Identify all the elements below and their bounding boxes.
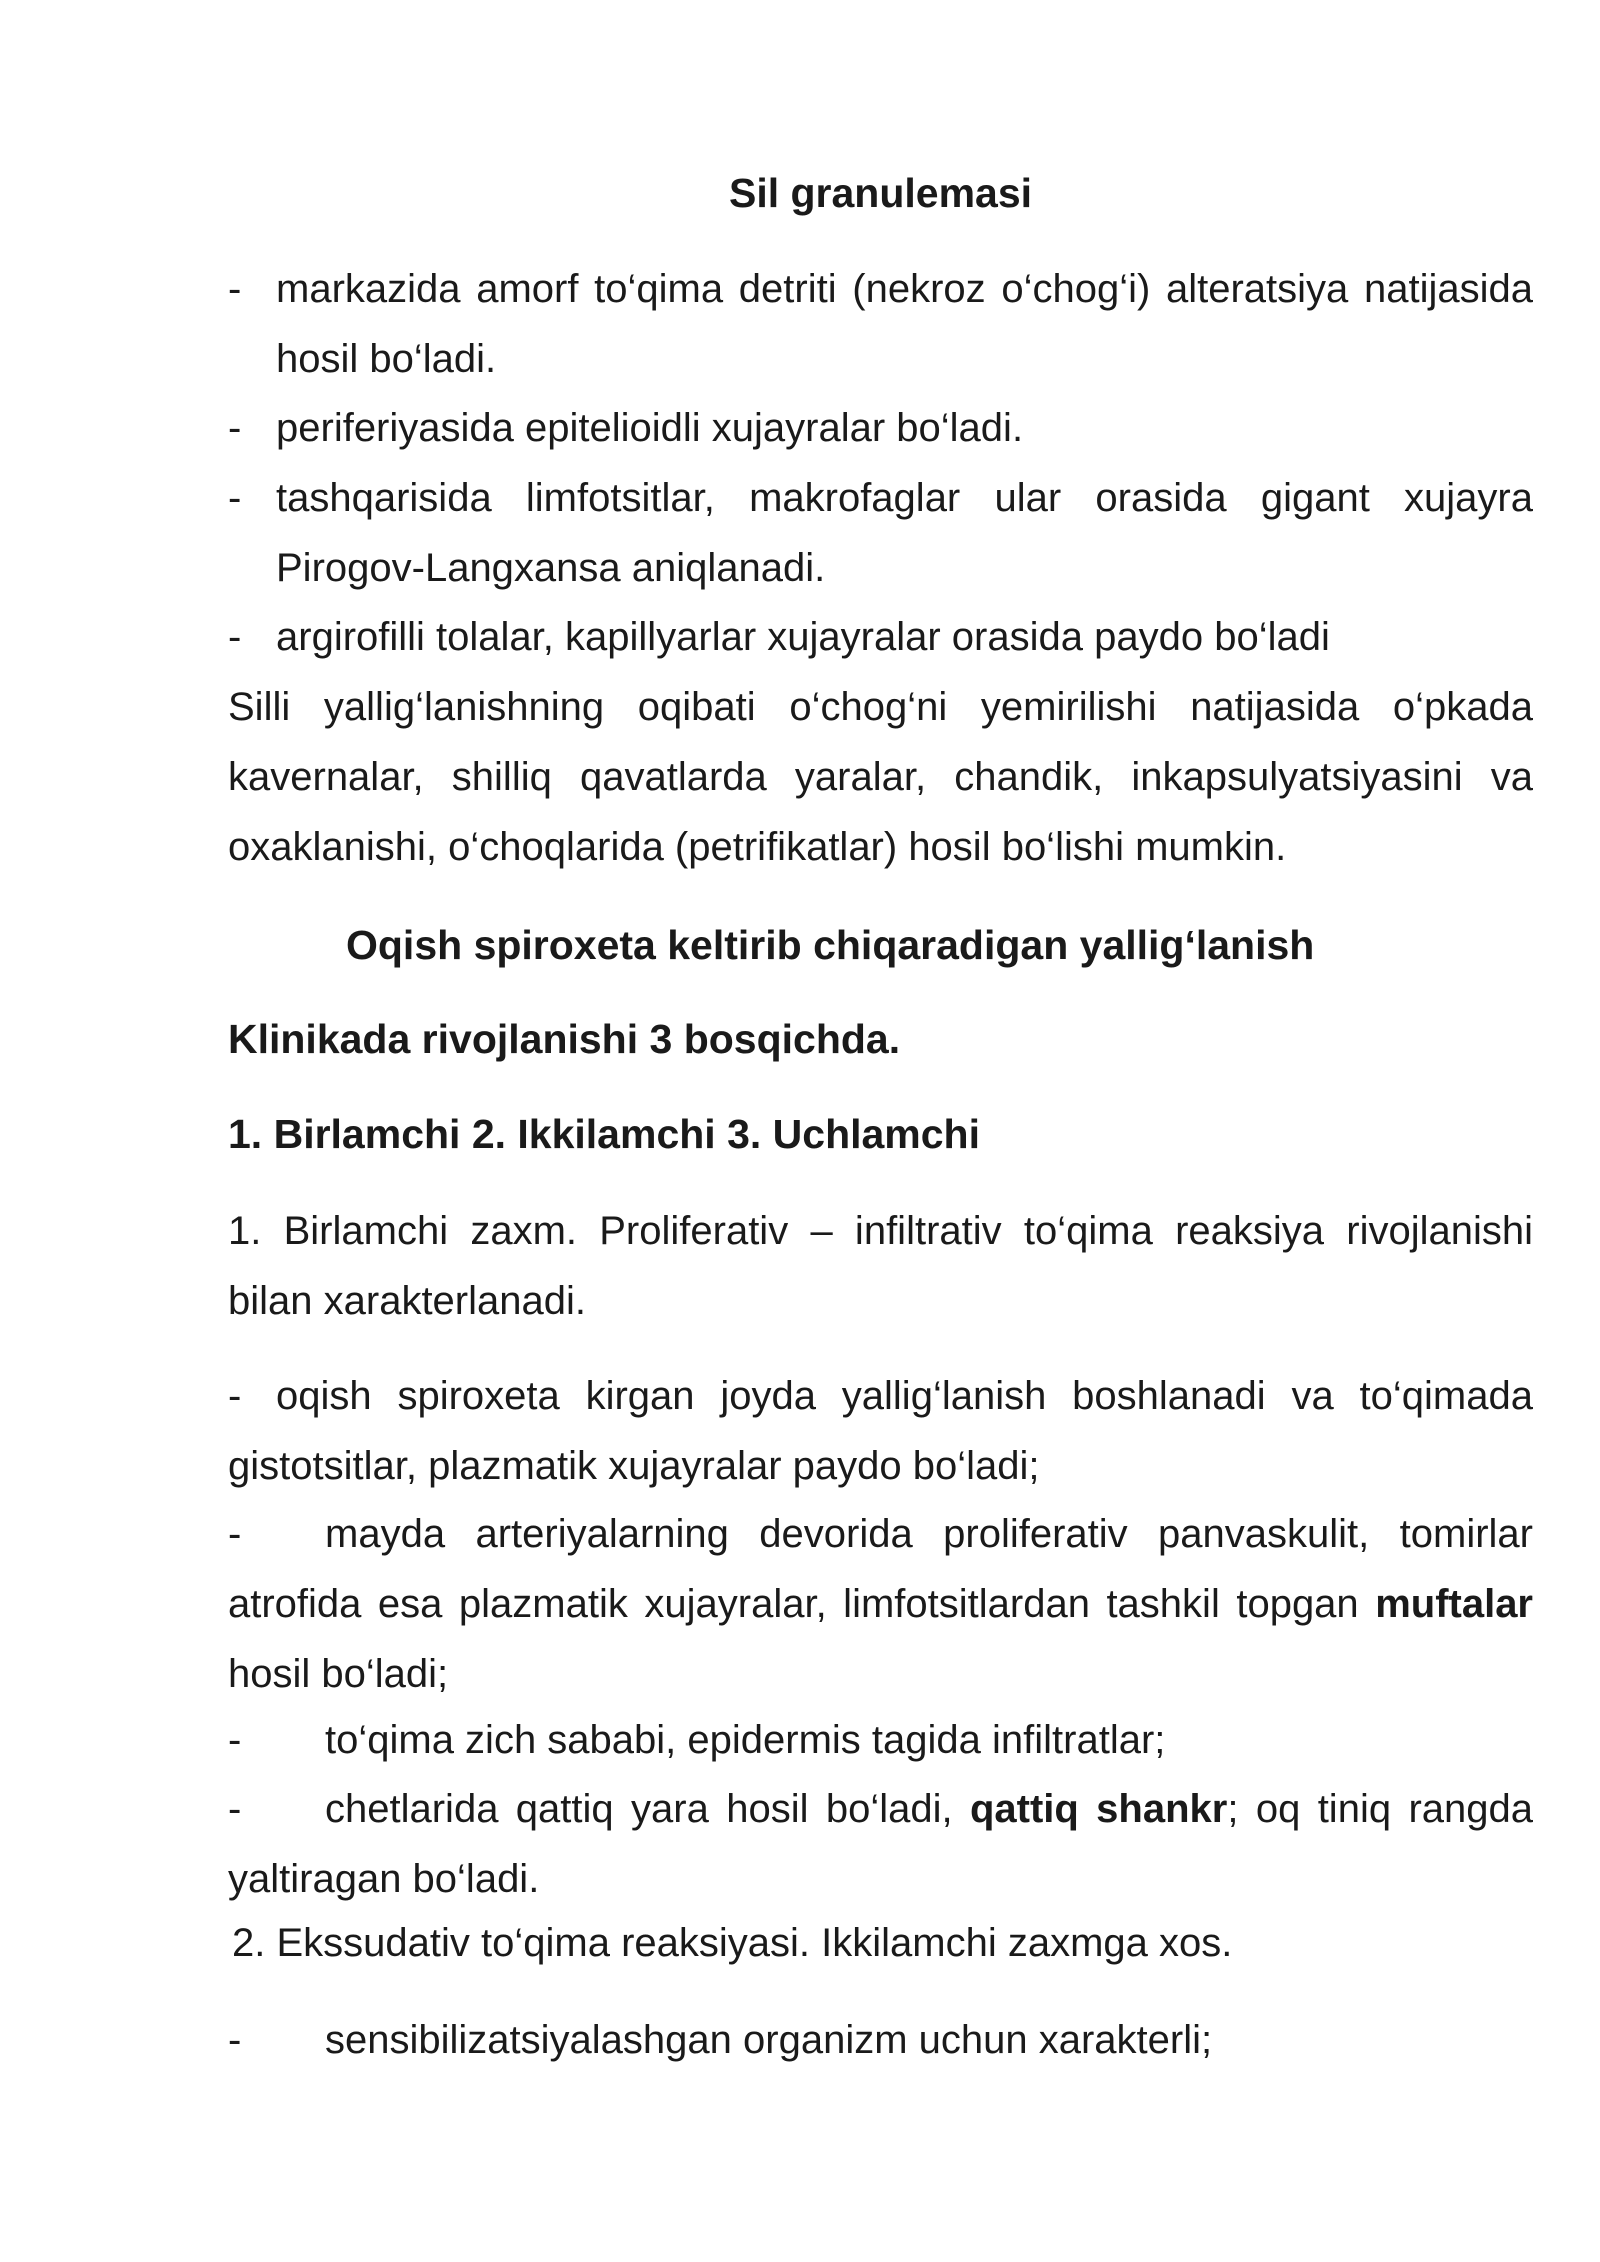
section-title-oqish-spiroxeta: Oqish spiroxeta keltirib chiqaradigan yallig‘lanish xyxy=(346,922,1315,968)
paragraph-ekssudativ: 2. Ekssudativ to‘qima reaksiyasi. Ikkilamchi zaxmga xos. xyxy=(232,1921,1233,1965)
list-item-text: sensibilizatsiyalashgan organizm uchun xarakterli; xyxy=(325,2018,1213,2062)
list-marker: - xyxy=(228,476,242,520)
stages-heading: Klinikada rivojlanishi 3 bosqichda. xyxy=(228,1016,901,1062)
list-marker: - xyxy=(228,267,242,311)
list-item xyxy=(228,602,1533,672)
list-item-text: chetlarida qattiq yara hosil bo‘ladi, qattiq shankr; oq tiniq rangda yaltiragan bo‘ladi. xyxy=(228,1787,1533,1901)
list-item-text: oqish spiroxeta kirgan joyda yallig‘lanish boshlanadi va to‘qimada gistotsitlar, plazmatik xujayralar paydo bo‘ladi; xyxy=(228,1374,1533,1488)
list-item-text: to‘qima zich sababi, epidermis tagida infiltratlar; xyxy=(325,1718,1166,1762)
list-item xyxy=(228,393,1533,463)
list-marker: - xyxy=(228,1787,242,1831)
list-item xyxy=(228,1705,1533,1775)
stages-list: 1. Birlamchi 2. Ikkilamchi 3. Uchlamchi xyxy=(228,1111,980,1157)
list-item-text: argirofilli tolalar, kapillyarlar xujayralar orasida paydo bo‘ladi xyxy=(276,615,1330,659)
list-item xyxy=(228,1361,1533,1501)
list-item-text: periferiyasida epitelioidli xujayralar bo‘ladi. xyxy=(276,406,1024,450)
list-marker: - xyxy=(228,1374,242,1418)
list-marker: - xyxy=(228,2018,242,2062)
section-title-sil-granulemasi: Sil granulemasi xyxy=(728,170,1033,216)
list-item xyxy=(228,2005,1533,2075)
list-item-text: markazida amorf to‘qima detriti (nekroz o‘chog‘i) alteratsiya natijasida hosil bo‘ladi. xyxy=(276,267,1533,381)
list-item xyxy=(228,1499,1533,1709)
list-item-text: tashqarisida limfotsitlar, makrofaglar ular orasida gigant xujayra Pirogov-Langxansa aniqlanadi. xyxy=(276,476,1533,590)
list-marker: - xyxy=(228,406,242,450)
list-item xyxy=(228,463,1533,603)
list-marker: - xyxy=(228,615,242,659)
list-item xyxy=(228,1774,1533,1914)
paragraph-silli-oqibati: Silli yallig‘lanishning oqibati o‘chog‘ni yemirilishi natijasida o‘pkada kavernalar, shilliq qavatlarda yaralar, chandik, inkapsulyatsiyasini va oxaklanishi, o‘choqlarida (petrifikatlar) hosil bo‘lishi mumkin. xyxy=(228,685,1533,869)
list-marker: - xyxy=(228,1718,242,1762)
term-muftalar: muftalar xyxy=(1375,1582,1533,1626)
term-qattiq-shankr: qattiq shankr xyxy=(969,1787,1228,1831)
list-marker: - xyxy=(228,1512,242,1556)
list-item-text: mayda arteriyalarning devorida proliferativ panvaskulit, tomirlar atrofida esa plazmatik xujayralar, limfotsitlardan tashkil topgan muftalar hosil bo‘ladi; xyxy=(228,1512,1533,1696)
list-item xyxy=(228,254,1533,394)
paragraph-birlamchi-zaxm: 1. Birlamchi zaxm. Proliferativ – infiltrativ to‘qima reaksiya rivojlanishi bilan xarakterlanadi. xyxy=(228,1209,1533,1323)
